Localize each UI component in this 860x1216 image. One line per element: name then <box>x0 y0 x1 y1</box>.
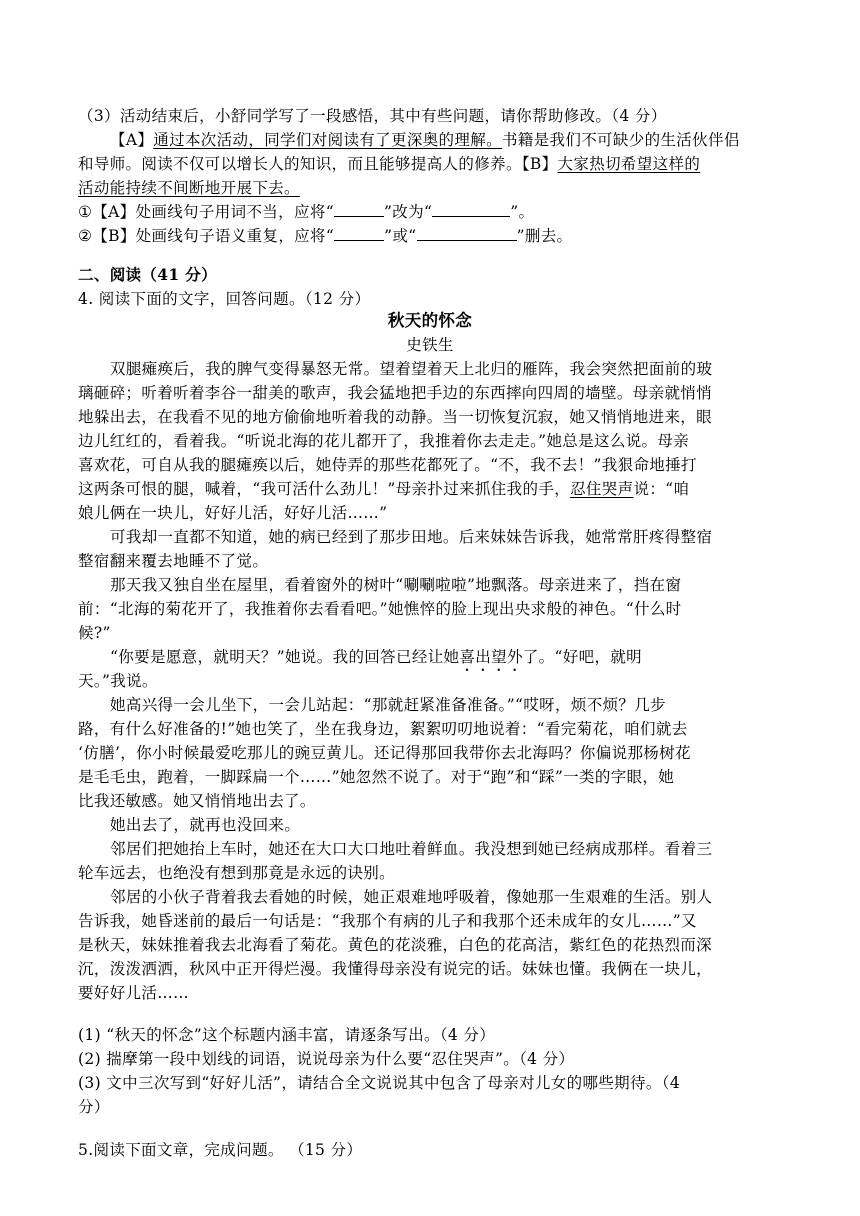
answer-blank[interactable] <box>417 224 517 241</box>
article-text: “你要是愿意，就明天？”她说。我的回答已经让她 <box>110 648 460 666</box>
article-line: 她出去了，就再也没回来。 <box>110 816 301 834</box>
underline-sentence-b: 大家热切希望这样的 <box>557 155 701 173</box>
article-text: 了。“好吧，就明 <box>522 648 643 666</box>
article-line: 双腿瘫痪后，我的脾气变得暴怒无常。望着望着天上北归的雁阵，我会突然把面前的玻 <box>110 360 713 378</box>
article-line: 那天我又独自坐在屋里，看着窗外的树叶“唰唰啦啦”地飘落。母亲进来了，挡在窗 <box>110 576 682 594</box>
article-text: 说：“咱 <box>633 480 690 498</box>
article-line: 告诉我，她昏迷前的最后一句话是：“我那个有病的儿子和我那个还未成年的女儿……”又 <box>78 912 697 930</box>
article-author: 史铁生 <box>406 336 454 354</box>
article-line: 喜欢花，可自从我的腿瘫痪以后，她侍弄的那些花都死了。“不，我不去！”我狠命地捶打 <box>78 456 697 474</box>
dotted-phrase: 喜出望外 <box>459 648 523 666</box>
answer-blank[interactable] <box>334 200 384 217</box>
article-line: 候?” <box>78 624 111 642</box>
q5-intro: 5.阅读下面文章，完成问题。 （15 分） <box>78 1141 363 1159</box>
article-line: 邻居们把她抬上车时，她还在大口大口地吐着鲜血。我没想到她已经病成那样。看着三 <box>110 840 713 858</box>
article-line: 天。”我说。 <box>78 672 158 690</box>
article-line: 娘儿俩在一块儿，好好儿活，好好儿活……” <box>78 504 388 522</box>
article-line: 邻居的小伙子背着我去看她的时候，她正艰难地呼吸着，像她那一生艰难的生活。别人 <box>110 888 713 906</box>
article-line: 她高兴得一会儿坐下，一会儿站起：“那就赶紧准备准备。”“哎呀，烦不烦？几步 <box>110 696 666 714</box>
underline-sentence-a: 通过本次活动，同学们对阅读有了更深奥的理解。 <box>153 131 502 149</box>
q3-para-text: 书籍是我们不可缺少的生活伙伴侣 <box>501 131 740 149</box>
section-heading <box>78 263 217 287</box>
q3-fix1 <box>78 200 534 224</box>
article-line: 整宿翻来覆去地睡不了觉。 <box>78 552 269 570</box>
fix2-mid: ”或“ <box>384 227 417 245</box>
fix2-prefix: ②【B】处画线句子语义重复，应将“ <box>78 227 335 245</box>
article-line: 路，有什么好准备的!”她也笑了，坐在我身边，絮絮叨叨地说着：“看完菊花，咱们就去 <box>78 720 688 738</box>
question-1: (1) “秋天的怀念”这个标题内涵丰富，请逐条写出。（4 分） <box>78 1026 496 1044</box>
section-heading-text: 二、阅读（41 分） <box>78 265 217 284</box>
article-title: 秋天的怀念 <box>387 311 473 330</box>
q3-para-line1 <box>110 128 740 152</box>
article-line: 地躲出去，在我看不见的地方偷偷地听着我的动静。当一切恢复沉寂，她又悄悄地进来，眼 <box>78 408 713 426</box>
article-line: 璃砸碎；听着听着李谷一甜美的歌声，我会猛地把手边的东西摔向四周的墙壁。母亲就悄悄 <box>78 384 713 402</box>
q3-fix2 <box>78 224 572 248</box>
q4-intro <box>78 287 370 311</box>
article-text: 这两条可恨的腿，喊着，“我可活什么劲儿！”母亲扑过来抓住我的手， <box>78 480 571 498</box>
q3-para-line3 <box>78 176 300 200</box>
q3-heading <box>78 104 667 128</box>
underline-sentence-b-cont: 活动能持续不间断地开展下去。 <box>78 179 300 197</box>
q3-heading-text: （3）活动结束后，小舒同学写了一段感悟，其中有些问题，请你帮助修改。（4 分） <box>78 107 667 125</box>
article-line: 边儿红红的，看着我。“听说北海的花儿都开了，我推着你去走走。”她总是这么说。母亲 <box>78 432 690 450</box>
article-line: 前：“北海的菊花开了，我推着你去看看吧。”她憔悴的脸上现出央求般的神色。“什么时 <box>78 600 682 618</box>
mark-b: 【B】 <box>521 155 558 173</box>
fix1-suffix: ”。 <box>510 203 535 221</box>
question-2: (2) 揣摩第一段中划线的词语，说说母亲为什么要“忍住哭声”。（4 分） <box>78 1050 575 1068</box>
article-line: 是毛毛虫，跑着，一脚踩扁一个……”她忽然不说了。对于“跑”和“踩”一类的字眼，她 <box>78 768 675 786</box>
answer-blank[interactable] <box>334 224 384 241</box>
article-line: 比我还敏感。她又悄悄地出去了。 <box>78 792 316 810</box>
article-line: 轮车远去，也绝没有想到那竟是永远的诀别。 <box>78 864 396 882</box>
article-line: 沉，泼泼洒洒，秋风中正开得烂漫。我懂得母亲没有说完的话。妹妹也懂。我俩在一块儿， <box>78 960 713 978</box>
mark-a: 【A】 <box>110 131 154 149</box>
article-line <box>78 477 689 501</box>
underlined-phrase: 忍住哭声 <box>570 480 634 498</box>
article-line: 要好好儿活…… <box>78 984 189 1002</box>
article-line <box>110 645 642 675</box>
question-3-cont: 分） <box>78 1098 110 1116</box>
fix1-mid: ”改为“ <box>383 203 433 221</box>
article-line: ‘仿膳’，你小时候最爱吃那儿的豌豆黄儿。还记得那回我带你去北海吗？你偏说那杨树花 <box>78 744 691 762</box>
q3-para-line2 <box>78 152 700 176</box>
question-3: (3) 文中三次写到“好好儿活”，请结合全文说说其中包含了母亲对儿女的哪些期待。（4 <box>78 1074 681 1092</box>
q4-intro-text: 4. 阅读下面的文字，回答问题。（12 分） <box>78 290 371 308</box>
q3-para-text: 和导师。阅读不仅可以增长人的知识，而且能够提高人的修养。 <box>78 155 522 173</box>
fix2-suffix: ”删去。 <box>516 227 573 245</box>
fix1-prefix: ①【A】处画线句子用词不当，应将“ <box>78 203 334 221</box>
article-line: 可我却一直都不知道，她的病已经到了那步田地。后来妹妹告诉我，她常常肝疼得整宿 <box>110 528 713 546</box>
answer-blank[interactable] <box>432 200 510 217</box>
article-line: 是秋天，妹妹推着我去北海看了菊花。黄色的花淡雅，白色的花高洁，紫红色的花热烈而深 <box>78 936 713 954</box>
